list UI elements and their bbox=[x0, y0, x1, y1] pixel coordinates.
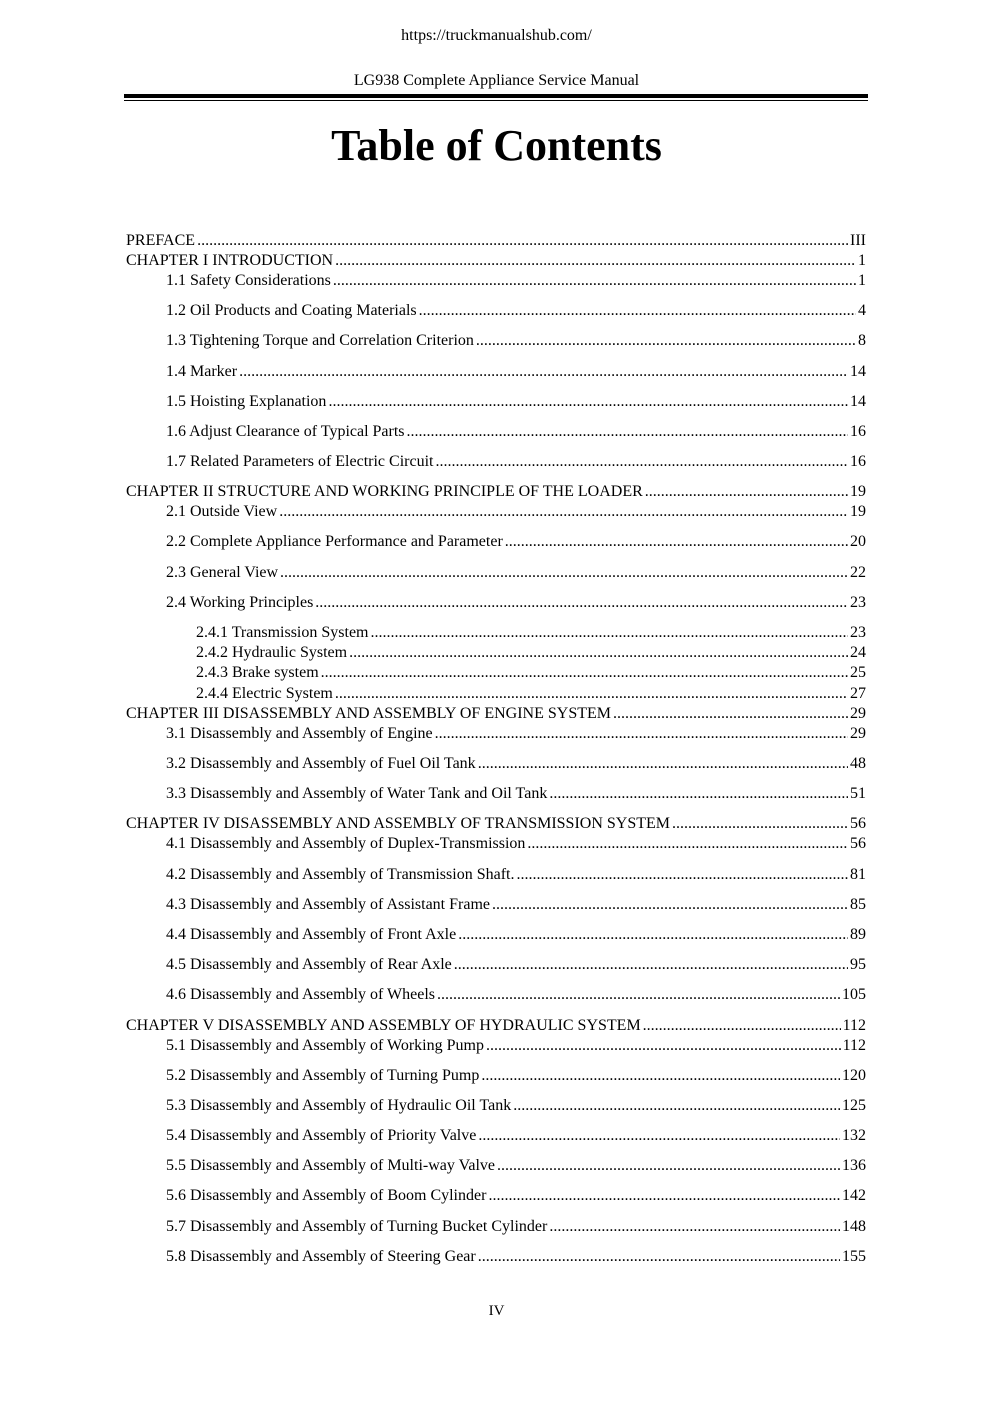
toc-entry bbox=[166, 502, 866, 522]
toc-dot-leader bbox=[488, 1186, 840, 1206]
toc-dot-leader bbox=[279, 502, 848, 522]
toc-entry bbox=[196, 663, 866, 683]
toc-entry bbox=[166, 955, 866, 975]
toc-dot-leader bbox=[435, 452, 848, 472]
toc-entry-label: PREFACE bbox=[126, 232, 196, 249]
toc-entry bbox=[166, 563, 866, 583]
toc-entry-page: 89 bbox=[850, 926, 866, 943]
toc-entry-page: 29 bbox=[850, 705, 866, 722]
toc-entry bbox=[166, 532, 866, 552]
toc-entry-page: 8 bbox=[858, 332, 866, 349]
toc-entry-label: 1.2 Oil Products and Coating Materials bbox=[166, 302, 417, 319]
toc-entry-page: 23 bbox=[850, 594, 866, 611]
toc-entry bbox=[166, 1156, 866, 1176]
toc-entry-page: 142 bbox=[842, 1187, 866, 1204]
toc-entry-label: 4.3 Disassembly and Assembly of Assistant Frame bbox=[166, 896, 490, 913]
toc-entry-label: 2.1 Outside View bbox=[166, 503, 278, 520]
toc-dot-leader bbox=[516, 865, 848, 885]
toc-dot-leader bbox=[643, 1016, 841, 1036]
toc-entry bbox=[166, 1126, 866, 1146]
toc-entry bbox=[166, 362, 866, 382]
toc-entry-page: 16 bbox=[850, 423, 866, 440]
toc-dot-leader bbox=[458, 925, 848, 945]
toc-entry bbox=[126, 482, 866, 502]
toc-dot-leader bbox=[435, 724, 848, 744]
toc-entry bbox=[166, 925, 866, 945]
header-url: https://truckmanualshub.com/ bbox=[401, 27, 592, 44]
toc-entry-page: 29 bbox=[850, 725, 866, 742]
toc-entry bbox=[166, 1247, 866, 1267]
header-rule-thin bbox=[124, 100, 868, 101]
toc-entry-label: CHAPTER III DISASSEMBLY AND ASSEMBLY OF ENGINE SYSTEM bbox=[126, 705, 611, 722]
toc-dot-leader bbox=[321, 663, 848, 683]
toc-entry-label: 2.4.1 Transmission System bbox=[196, 624, 369, 641]
toc-entry bbox=[166, 452, 866, 472]
toc-entry-label: 3.1 Disassembly and Assembly of Engine bbox=[166, 725, 433, 742]
toc-dot-leader bbox=[315, 593, 848, 613]
toc-entry bbox=[166, 834, 866, 854]
toc-dot-leader bbox=[454, 955, 848, 975]
toc-entry-label: 4.2 Disassembly and Assembly of Transmission Shaft. bbox=[166, 866, 515, 883]
toc-entry-page: 112 bbox=[842, 1017, 866, 1034]
toc-entry-label: CHAPTER V DISASSEMBLY AND ASSEMBLY OF HYDRAULIC SYSTEM bbox=[126, 1017, 641, 1034]
toc-entry-label: CHAPTER IV DISASSEMBLY AND ASSEMBLY OF TRANSMISSION SYSTEM bbox=[126, 815, 671, 832]
page-title: Table of Contents bbox=[331, 121, 662, 170]
toc-entry bbox=[166, 865, 866, 885]
toc-entry-label: 1.4 Marker bbox=[166, 363, 238, 380]
toc-entry-page: 19 bbox=[850, 503, 866, 520]
toc-entry-label: 5.8 Disassembly and Assembly of Steering Gear bbox=[166, 1248, 476, 1265]
toc-entry bbox=[166, 1096, 866, 1116]
toc-entry-page: 23 bbox=[850, 624, 866, 641]
toc-entry bbox=[166, 1066, 866, 1086]
toc-entry-label: 5.6 Disassembly and Assembly of Boom Cylinder bbox=[166, 1187, 487, 1204]
toc-dot-leader bbox=[513, 1096, 840, 1116]
toc-dot-leader bbox=[497, 1156, 840, 1176]
toc-entry bbox=[196, 684, 866, 704]
toc-entry-label: 5.7 Disassembly and Assembly of Turning Bucket Cylinder bbox=[166, 1218, 548, 1235]
header-rule-thick bbox=[124, 94, 868, 98]
toc-entry bbox=[166, 895, 866, 915]
toc-entry bbox=[126, 704, 866, 724]
toc-entry bbox=[166, 784, 866, 804]
toc-entry-label: CHAPTER I INTRODUCTION bbox=[126, 252, 334, 269]
toc-dot-leader bbox=[333, 271, 856, 291]
toc-entry-label: 2.4.2 Hydraulic System bbox=[196, 644, 348, 661]
toc-entry bbox=[166, 1217, 866, 1237]
toc-entry-label: 3.3 Disassembly and Assembly of Water Tank and Oil Tank bbox=[166, 785, 548, 802]
toc-entry-page: 85 bbox=[850, 896, 866, 913]
toc-entry bbox=[126, 251, 866, 271]
toc-dot-leader bbox=[478, 754, 848, 774]
toc-dot-leader bbox=[407, 422, 848, 442]
toc-dot-leader bbox=[645, 482, 848, 502]
toc-dot-leader bbox=[280, 563, 848, 583]
toc-dot-leader bbox=[549, 1217, 840, 1237]
toc-entry-label: 1.3 Tightening Torque and Correlation Criterion bbox=[166, 332, 474, 349]
toc-entry-page: 95 bbox=[850, 956, 866, 973]
toc-entry-page: 24 bbox=[850, 644, 866, 661]
toc-entry-page: 56 bbox=[850, 835, 866, 852]
toc-entry bbox=[196, 643, 866, 663]
toc-entry-label: 2.4.3 Brake system bbox=[196, 664, 319, 681]
toc-dot-leader bbox=[492, 895, 848, 915]
toc-entry bbox=[166, 593, 866, 613]
toc-dot-leader bbox=[478, 1247, 840, 1267]
toc-entry-page: 14 bbox=[850, 393, 866, 410]
toc-entry-page: 1 bbox=[858, 272, 866, 289]
toc-dot-leader bbox=[481, 1066, 840, 1086]
toc-entry-page: 1 bbox=[858, 252, 866, 269]
toc-entry-label: 5.4 Disassembly and Assembly of Priority Valve bbox=[166, 1127, 477, 1144]
toc-entry-label: 1.5 Hoisting Explanation bbox=[166, 393, 327, 410]
toc-entry-label: 4.1 Disassembly and Assembly of Duplex-Transmission bbox=[166, 835, 526, 852]
toc-dot-leader bbox=[197, 231, 848, 251]
toc-entry-page: 125 bbox=[842, 1097, 866, 1114]
toc-entry-page: 25 bbox=[850, 664, 866, 681]
toc-dot-leader bbox=[370, 623, 848, 643]
toc-entry-label: 2.3 General View bbox=[166, 564, 279, 581]
toc-entry bbox=[166, 1036, 866, 1056]
toc-entry bbox=[126, 1016, 866, 1036]
toc-dot-leader bbox=[476, 331, 856, 351]
toc-entry-page: 19 bbox=[850, 483, 866, 500]
toc-entry-label: 2.4 Working Principles bbox=[166, 594, 314, 611]
toc-entry bbox=[166, 1186, 866, 1206]
toc-entry-page: 136 bbox=[842, 1157, 866, 1174]
toc-entry-page: 51 bbox=[850, 785, 866, 802]
running-header: LG938 Complete Appliance Service Manual bbox=[353, 72, 640, 89]
toc-entry-page: 148 bbox=[842, 1218, 866, 1235]
toc-entry-page: 14 bbox=[850, 363, 866, 380]
toc-entry-page: 105 bbox=[842, 986, 866, 1003]
toc-dot-leader bbox=[335, 684, 848, 704]
toc-dot-leader bbox=[437, 985, 840, 1005]
toc-entry bbox=[166, 271, 866, 291]
toc-entry-label: 1.7 Related Parameters of Electric Circuit bbox=[166, 453, 434, 470]
toc-entry-label: 4.5 Disassembly and Assembly of Rear Axle bbox=[166, 956, 452, 973]
toc-dot-leader bbox=[486, 1036, 841, 1056]
toc-entry-label: 3.2 Disassembly and Assembly of Fuel Oil Tank bbox=[166, 755, 476, 772]
toc-entry-page: III bbox=[850, 232, 866, 249]
toc-entry-label: 5.5 Disassembly and Assembly of Multi-way Valve bbox=[166, 1157, 496, 1174]
toc-entry bbox=[166, 301, 866, 321]
toc-entry bbox=[166, 331, 866, 351]
toc-entry-label: 1.1 Safety Considerations bbox=[166, 272, 331, 289]
toc-entry bbox=[166, 985, 866, 1005]
toc-entry-page: 27 bbox=[850, 685, 866, 702]
toc-entry-page: 112 bbox=[842, 1037, 866, 1054]
toc-entry bbox=[166, 422, 866, 442]
toc-entry-page: 20 bbox=[850, 533, 866, 550]
toc-dot-leader bbox=[335, 251, 856, 271]
toc-entry-page: 22 bbox=[850, 564, 866, 581]
toc-entry bbox=[166, 724, 866, 744]
toc-dot-leader bbox=[239, 362, 848, 382]
toc-entry-page: 56 bbox=[850, 815, 866, 832]
toc-entry-label: 4.6 Disassembly and Assembly of Wheels bbox=[166, 986, 436, 1003]
toc-entry bbox=[166, 392, 866, 412]
toc-entry-page: 132 bbox=[842, 1127, 866, 1144]
toc-entry bbox=[126, 814, 866, 834]
toc-dot-leader bbox=[505, 532, 848, 552]
toc-dot-leader bbox=[328, 392, 848, 412]
toc-entry-label: 5.3 Disassembly and Assembly of Hydraulic Oil Tank bbox=[166, 1097, 512, 1114]
page-number: IV bbox=[488, 1303, 505, 1319]
toc-entry-label: 1.6 Adjust Clearance of Typical Parts bbox=[166, 423, 405, 440]
toc-entry-page: 120 bbox=[842, 1067, 866, 1084]
toc-entry-page: 81 bbox=[850, 866, 866, 883]
toc-entry bbox=[196, 623, 866, 643]
toc-entry-label: 5.1 Disassembly and Assembly of Working Pump bbox=[166, 1037, 484, 1054]
toc-dot-leader bbox=[672, 814, 848, 834]
toc-dot-leader bbox=[527, 834, 848, 854]
toc-entry-page: 16 bbox=[850, 453, 866, 470]
toc-dot-leader bbox=[419, 301, 856, 321]
toc-entry-label: 5.2 Disassembly and Assembly of Turning Pump bbox=[166, 1067, 480, 1084]
toc-entry-label: 2.4.4 Electric System bbox=[196, 685, 333, 702]
toc-dot-leader bbox=[349, 643, 848, 663]
toc-entry-label: 4.4 Disassembly and Assembly of Front Axle bbox=[166, 926, 457, 943]
toc-dot-leader bbox=[613, 704, 848, 724]
toc-dot-leader bbox=[478, 1126, 840, 1146]
toc-entry-page: 155 bbox=[842, 1248, 866, 1265]
toc-entry-label: CHAPTER II STRUCTURE AND WORKING PRINCIPLE OF THE LOADER bbox=[126, 483, 643, 500]
toc-entry-page: 4 bbox=[858, 302, 866, 319]
toc-entry-label: 2.2 Complete Appliance Performance and Parameter bbox=[166, 533, 503, 550]
toc-entry-page: 48 bbox=[850, 755, 866, 772]
toc-entry bbox=[126, 231, 866, 251]
toc-dot-leader bbox=[549, 784, 848, 804]
toc-entry bbox=[166, 754, 866, 774]
